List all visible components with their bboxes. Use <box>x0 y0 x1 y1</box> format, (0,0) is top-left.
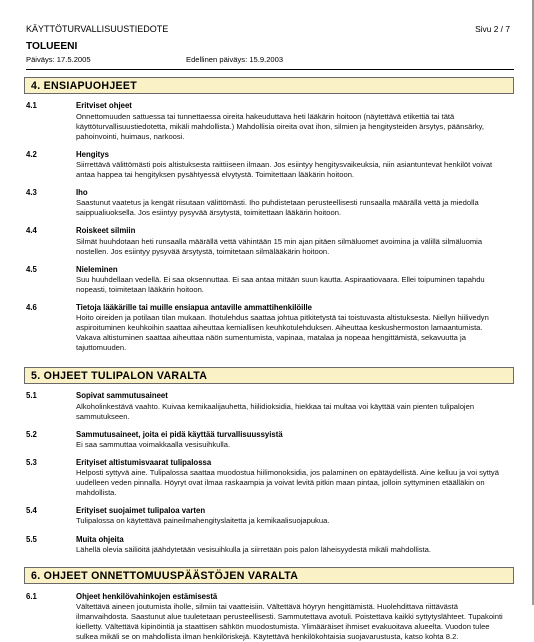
item-title: Erityiset altistumisvaarat tulipalossa <box>76 457 212 467</box>
document-page <box>26 24 514 642</box>
item-text: Siirrettävä välittömästi pois altistuksesta raittiiseen ilmaan. Jos esiintyy hengitysvaikeuksia, niin asiantuntevat henkilöt voivat antaa happea tai hengityksen pysähtyessä elvytystä. Toimitettaan lääkärin hoitoon. <box>76 159 493 179</box>
item-number: 4.6 <box>26 302 37 312</box>
item-title: Iho <box>76 187 88 197</box>
item-title: Hengitys <box>76 149 109 159</box>
section-item <box>26 150 514 180</box>
product-name: TOLUEENI <box>26 40 78 52</box>
item-text: Ei saa sammuttaa voimakkaalla vesisuihkulla. <box>76 439 231 449</box>
document-header <box>26 24 514 36</box>
item-number: 5.1 <box>26 391 37 401</box>
item-title: Ohjeet henkilövahinkojen estämisestä <box>76 591 218 601</box>
item-text: Saastunut vaatetus ja kengät riisutaan välittömästi. Iho puhdistetaan perusteellisesti runsaalla määrällä vettä ja miedolla saippualiuoksella. Jos esiintyy pysyvää ärsytystä, toimitettaan lääkärin hoitoon. <box>76 198 479 218</box>
item-number: 4.1 <box>26 101 37 111</box>
item-text: Lähellä olevia säiliöitä jäähdytetään vesisuihkulla ja siirretään pois palon läheisyydestä mikäli mahdollista. <box>76 544 431 554</box>
section-heading: 5. OHJEET TULIPALON VARALTA <box>24 367 514 384</box>
section-body <box>26 391 514 555</box>
item-text: Suu huuhdellaan vedellä. Ei saa oksennuttaa. Ei saa antaa mitään suun kautta. Aspiraatiovaara. Ellei toipuminen tapahdu nopeasti, toimitetaan lääkärin hoitoon. <box>76 274 485 294</box>
item-number: 5.4 <box>26 506 37 516</box>
item-title: Roiskeet silmiin <box>76 226 136 236</box>
item-number: 5.2 <box>26 429 37 439</box>
section-item <box>26 188 514 218</box>
item-number: 4.4 <box>26 226 37 236</box>
item-text: Vältettävä aineen joutumista iholle, silmiin tai vaatteisiin. Vältettävä höyryn hengittämistä. Huolehdittava riittävästä ilmanvaihdosta. Saastunut alue tuuletetaan perusteellisesti. Sammutettava avotuli. Poistettava kaikki syttytyslähteet. Tupakointi kielletty. Vältettävä kipinöintiä ja staattisen sähkön muodostumista. Ylimääräiset ihmiset evakuoitava alueelta. Vuodon tulee sulkea mikäli se on mahdollista ilman henkilöriskejä. Käytettävä henkilökohtaisia suojavarustusta, katso kohta 8.2. <box>76 602 503 642</box>
item-text: Tulipalossa on käytettävä paineilmahengityslaitetta ja kemikaalisuojapukua. <box>76 516 330 526</box>
item-number: 6.1 <box>26 591 37 601</box>
item-title: Sammutusaineet, joita ei pidä käyttää turvallisuussyistä <box>76 429 283 439</box>
section-body <box>26 592 514 642</box>
item-text: Onnettomuuden sattuessa tai tunnettaessa oireita hakeuduttava heti lääkärin hoitoon (näytettävä etikettiä tai tätä käyttöturvallisuustiedotetta, mikäli mahdollista.) Mahdollisia oireita ovat ihon, silmien ja hengitysteiden ärsytys, päänsärky, pahoinvointi, huimaus, narkoosi. <box>76 111 485 141</box>
section-item <box>26 430 514 450</box>
issue-date: Päiväys: 17.5.2005 <box>26 55 91 65</box>
section-body <box>26 101 514 353</box>
item-title: Nieleminen <box>76 264 118 274</box>
item-title: Erityiset suojaimet tulipaloa varten <box>76 506 206 516</box>
page-number: Sivu 2 / 7 <box>475 24 510 34</box>
section-item <box>26 391 514 421</box>
section-item <box>26 506 514 526</box>
item-number: 5.5 <box>26 534 37 544</box>
item-text: Alkoholinkestävä vaahto. Kuivaa kemikaalijauhetta, hiilidioksidia, hiekkaa tai multaa voi käyttää vain pienten tulipalojen sammutukseen. <box>76 401 475 421</box>
item-title: Muita ohjeita <box>76 534 124 544</box>
item-text: Hoito oireiden ja potilaan tilan mukaan. Ihotulehdus saattaa johtua pitkitetystä tai toistuvasta altistuksesta. Niellyn hiilivedyn aspiroituminen keuhkoihin saattaa aiheuttaa kemiallisen keuhkotulehduksen. Aiheuttaa keskushermoston lamaantumista. Vakava altistuminen saattaa aiheuttaa näön sumentumista, vapinaa, matalaa ja nopeaa hengittämistä, sekavuutta ja tajuttomuuden. <box>76 313 489 353</box>
item-number: 4.2 <box>26 149 37 159</box>
date-line <box>26 55 514 70</box>
item-title: Sopivat sammutusaineet <box>76 391 168 401</box>
section-item <box>26 101 514 141</box>
section-item <box>26 303 514 353</box>
item-title: Eritviset ohjeet <box>76 101 132 111</box>
section-heading: 4. ENSIAPUOHJEET <box>24 77 514 94</box>
item-number: 5.3 <box>26 457 37 467</box>
item-number: 4.3 <box>26 187 37 197</box>
section-item <box>26 458 514 498</box>
item-title: Tietoja lääkärille tai muille ensiapua antaville ammattihenkilöille <box>76 302 313 312</box>
document-type: KÄYTTÖTURVALLISUUSTIEDOTE <box>26 24 169 34</box>
section-item <box>26 265 514 295</box>
section-item <box>26 226 514 256</box>
previous-date: Edellinen päiväys: 15.9.2003 <box>186 55 284 65</box>
item-text: Helposti syttyvä aine. Tulipalossa saattaa muodostua hiilimonoksidia, jos palaminen on epätäydellistä. Aine kelluu ja voi syttyä uudelleen veden pinnalla. Höyryt ovat ilmaa raskaampia ja voivat levitä pitkin maan pintaa, jolloin syttyminen etäälläkin on mahdollista. <box>76 468 499 498</box>
item-number: 4.5 <box>26 264 37 274</box>
item-text: Silmät huuhdotaan heti runsaalla määrällä vettä vähintään 15 min ajan pitäen silmäluomet avoimina ja välillä silmäluomia nostellen. Jos esiintyy pysyvää ärsytystä, toimitetaan silmälääkärin hoitoon. <box>76 236 483 256</box>
section-heading: 6. OHJEET ONNETTOMUUSPÄÄSTÖJEN VARALTA <box>24 567 514 584</box>
section-item <box>26 592 514 642</box>
section-item <box>26 535 514 555</box>
